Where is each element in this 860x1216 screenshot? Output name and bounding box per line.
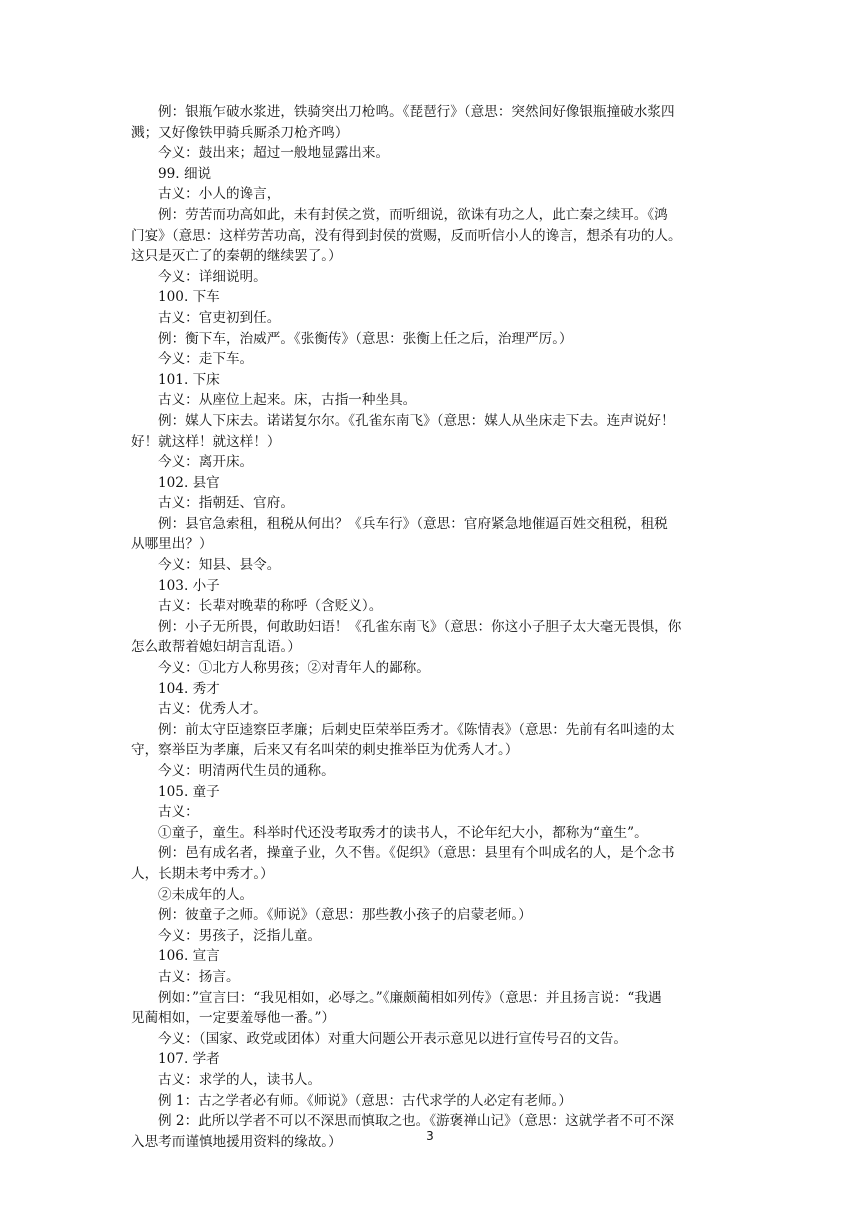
text-line: 今义：男孩子，泛指儿童。 (158, 927, 322, 944)
text-line: 今义：离开床。 (158, 454, 254, 471)
text-line: 102. 县官 (158, 474, 220, 491)
page-body (131, 102, 731, 1152)
text-line: 例 2：此所以学者不可以不深思而慎取之也。《游褒禅山记》（意思：这就学者不可不深 (158, 1113, 674, 1130)
text-line: 入思考而谨慎地援用资料的缘故。） (131, 1133, 342, 1150)
text-line: 101. 下床 (158, 371, 220, 388)
text-line: 例 1：古之学者必有师。《师说》（意思：古代求学的人必定有老师。） (158, 1092, 572, 1109)
text-line: 今义：走下车。 (158, 351, 254, 368)
text-line: 今义：知县、县令。 (158, 557, 281, 574)
text-line: 好！就这样！就这样！） (131, 433, 281, 450)
text-line: 今义：（国家、政党或团体）对重大问题公开表示意见以进行宣传号召的文告。 (158, 1030, 627, 1047)
text-line: 例：银瓶乍破水浆进，铁骑突出刀枪鸣。《琵琶行》（意思：突然间好像银瓶撞破水浆四 (158, 104, 675, 120)
text-line: 例：邑有成名者，操童子业，久不售。《促织》（意思：县里有个叫成名的人，是个念书 (158, 845, 675, 862)
text-line: 今义：①北方人称男孩；②对青年人的鄙称。 (158, 660, 430, 677)
text-line: 例：小子无所畏，何敢助妇语！《孔雀东南飞》（意思：你这小子胆子太大毫无畏惧，你 (158, 618, 682, 635)
text-line: 古义：扬言。 (158, 968, 240, 985)
text-line: 例：县官急索租，租税从何出？《兵车行》（意思：官府紧急地催逼百姓交租税，租税 (158, 515, 668, 532)
text-line: 104. 秀才 (158, 680, 220, 697)
text-line: ②未成年的人。 (158, 886, 254, 903)
text-line: 古义：小人的谗言， (158, 186, 281, 203)
text-line: 人，长期未考中秀才。） (131, 865, 274, 882)
text-line: 100. 下车 (158, 289, 220, 306)
text-line: 古义：指朝廷、官府。 (158, 495, 294, 512)
text-line: 从哪里出？） (131, 536, 213, 553)
text-line: 怎么敢帮着媳妇胡言乱语。） (131, 639, 301, 656)
text-line: 106. 宣言 (158, 948, 220, 965)
text-line: 105. 童子 (158, 783, 220, 800)
text-line: 例如：”宣言曰：“我见相如，必辱之。”《廉颇蔺相如列传》（意思：并且扬言说：“我遇 (158, 989, 662, 1006)
text-line: 古义：官吏初到任。 (158, 309, 281, 326)
text-line: 例：劳苦而功高如此，未有封侯之赏，而听细说，欲诛有功之人，此亡秦之续耳。《鸿 (158, 206, 668, 223)
text-line: 见蔺相如，一定要羞辱他一番。”） (131, 1010, 336, 1027)
page-number: 3 (426, 1129, 434, 1143)
text-line: 门宴》（意思：这样劳苦功高，没有得到封侯的赏赐，反而听信小人的谗言，想杀有功的人。 (131, 227, 682, 244)
text-line: 今义：鼓出来；超过一般地显露出来。 (158, 145, 390, 162)
text-line: 古义：从座位上起来。床，古指一种坐具。 (158, 392, 417, 409)
text-line: 今义：明清两代生员的通称。 (158, 763, 335, 779)
text-line: 107. 学者 (158, 1051, 220, 1068)
text-line: 古义： (158, 804, 199, 821)
text-line: 例：媒人下床去。诺诺复尔尔。《孔雀东南飞》（意思：媒人从坐床走下去。连声说好！ (158, 412, 675, 429)
text-line: 古义：优秀人才。 (158, 701, 267, 718)
text-line: 99. 细说 (158, 165, 212, 182)
text-line: 溅；又好像铁甲骑兵厮杀刀枪齐鸣） (131, 124, 349, 141)
text-line: 例：前太守臣逵察臣孝廉；后刺史臣荣举臣秀才。《陈情表》（意思：先前有名叫逵的太 (158, 721, 675, 738)
text-line: 这只是灭亡了的秦朝的继续罢了。） (131, 248, 342, 265)
text-line: 古义：长辈对晚辈的称呼（含贬义）。 (158, 598, 383, 615)
text-line: 今义：详细说明。 (158, 268, 267, 285)
text-line: 守，察举臣为孝廉，后来又有名叫荣的刺史推举臣为优秀人才。） (131, 742, 519, 759)
text-line: 例：衡下车，治威严。《张衡传》（意思：张衡上任之后，治理严厉。） (158, 330, 573, 347)
text-line: 例：彼童子之师。《师说》（意思：那些教小孩子的启蒙老师。） (158, 907, 532, 924)
text-line: 103. 小子 (158, 577, 220, 594)
text-line: 古义：求学的人，读书人。 (158, 1071, 322, 1088)
text-line: ①童子，童生。科举时代还没考取秀才的读书人，不论年纪大小，都称为“童生”。 (158, 824, 648, 841)
